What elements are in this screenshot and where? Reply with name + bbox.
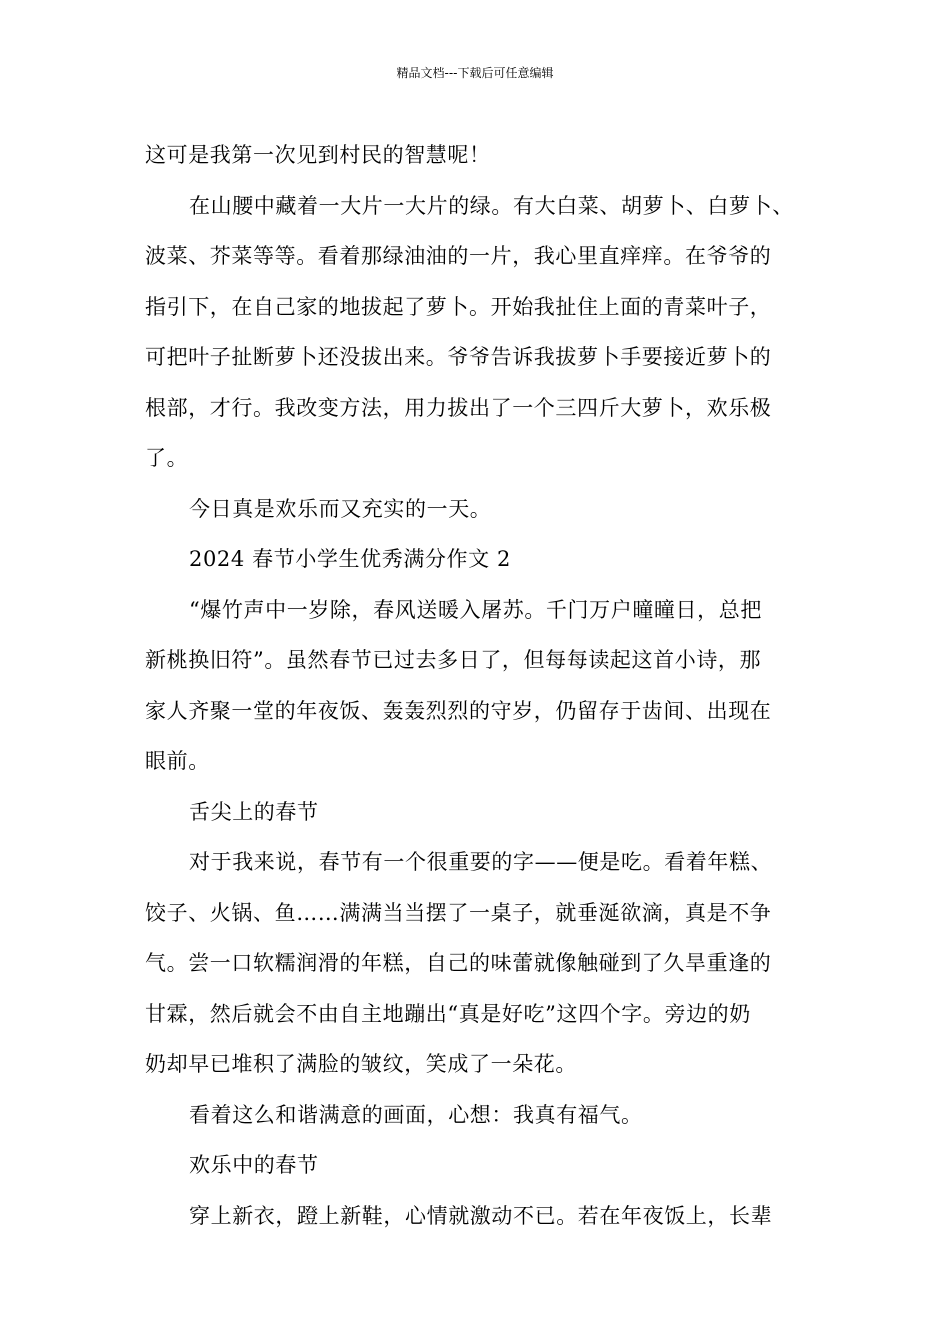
text-line: 新桃换旧符”。虽然春节已过去多日了，但每每读起这首小诗，那 [145, 648, 762, 672]
paragraph [145, 585, 825, 787]
paragraph [145, 484, 825, 535]
text-line: 眼前。 [145, 749, 210, 773]
paragraph [145, 130, 825, 181]
paragraph [145, 534, 825, 585]
text-line: 看着这么和谐满意的画面，心想：我真有福气。 [189, 1102, 643, 1127]
text-line: 在山腰中藏着一大片一大片的绿。有大白菜、胡萝卜、白萝卜、 [189, 193, 794, 218]
text-line: 波菜、芥菜等等。看着那绿油油的一片，我心里直痒痒。在爷爷的 [145, 244, 772, 268]
text-line: 奶却早已堆积了满脸的皱纹，笑成了一朵花。 [145, 1052, 577, 1076]
paragraph [145, 1090, 825, 1141]
text-line: 今日真是欢乐而又充实的一天。 [189, 496, 492, 521]
text-line: 气。尝一口软糯润滑的年糕，自己的味蕾就像触碰到了久旱重逢的 [145, 951, 772, 975]
text-line: 甘霖，然后就会不由自主地蹦出“真是好吃”这四个字。旁边的奶 [145, 1001, 751, 1026]
text-line: 这可是我第一次见到村民的智慧呢！ [145, 143, 491, 167]
text-line: 根部，才行。我改变方法，用力拔出了一个三四斤大萝卜，欢乐极 [145, 395, 772, 420]
text-line: 指引下，在自己家的地拔起了萝卜。开始我扯住上面的青菜叶子， [145, 294, 772, 319]
section-title: 2024 春节小学生优秀满分作文 2 [189, 547, 511, 571]
paragraph [145, 787, 825, 838]
text-line: 饺子、火锅、鱼……满满当当摆了一桌子，就垂涎欲滴，真是不争 [145, 900, 772, 925]
subheading: 欢乐中的春节 [189, 1153, 319, 1177]
text-line: 穿上新衣，蹬上新鞋，心情就激动不已。若在年夜饭上，长辈 [189, 1203, 773, 1228]
text-line: 可把叶子扯断萝卜还没拔出来。爷爷告诉我拔萝卜手要接近萝卜的 [145, 345, 772, 369]
paragraph [145, 181, 825, 484]
text-line: “爆竹声中一岁除，春风送暖入屠苏。千门万户曈曈日，总把 [189, 597, 762, 622]
paragraph [145, 1140, 825, 1191]
subheading: 舌尖上的春节 [189, 799, 319, 824]
text-line: 对于我来说，春节有一个很重要的字——便是吃。看着年糕、 [189, 850, 773, 874]
text-line: 了。 [145, 446, 189, 470]
paragraph [145, 1191, 825, 1242]
paragraph [145, 837, 825, 1090]
document-body [145, 130, 825, 1241]
text-line: 家人齐聚一堂的年夜饭、轰轰烈烈的守岁，仍留存于齿间、出现在 [145, 698, 772, 723]
page-header: 精品文档---下载后可任意编辑 [396, 66, 554, 80]
